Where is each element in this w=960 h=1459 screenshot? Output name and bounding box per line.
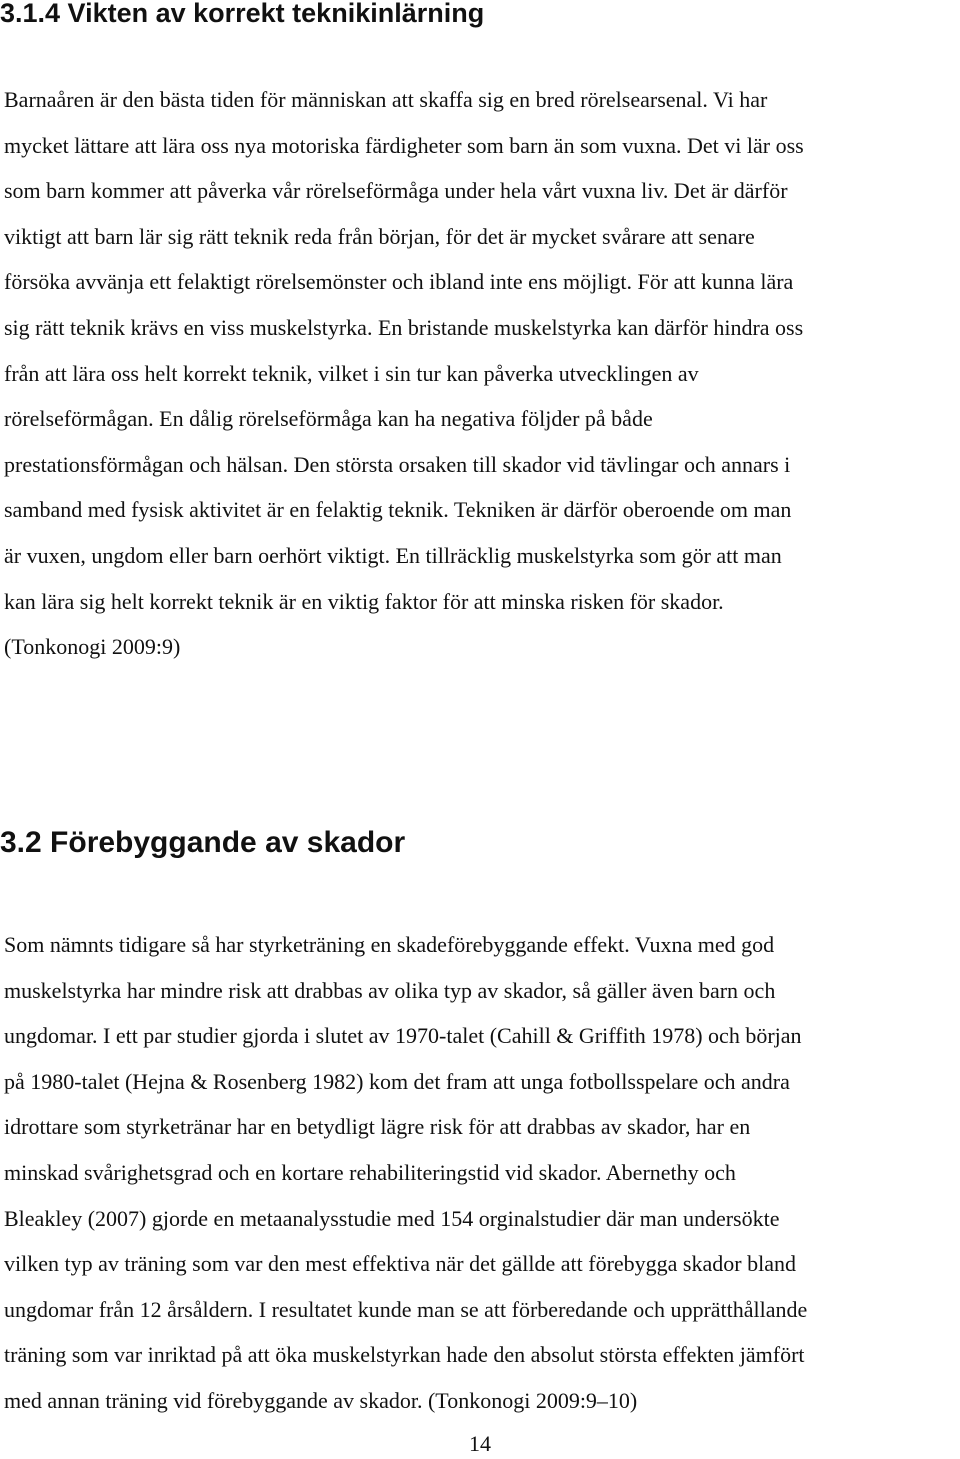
paragraph-line: samband med fysisk aktivitet är en felaktig teknik. Tekniken är därför oberoende om man [4, 497, 792, 523]
citation-line: (Tonkonogi 2009:9) [4, 634, 181, 660]
paragraph-line: minskad svårighetsgrad och en kortare rehabiliteringstid vid skador. Abernethy och [4, 1159, 736, 1185]
paragraph-line: Bleakley (2007) gjorde en metaanalysstudie med 154 orginalstudier där man undersökte [4, 1205, 780, 1231]
paragraph-line: Barnaåren är den bästa tiden för människan att skaffa sig en bred rörelsearsenal. Vi har [4, 87, 768, 112]
paragraph-line: mycket lättare att lära oss nya motoriska färdigheter som barn än som vuxna. Det vi lär oss [4, 132, 804, 158]
paragraph-line: är vuxen, ungdom eller barn oerhört viktigt. En tillräcklig muskelstyrka som gör att man [4, 542, 782, 568]
paragraph-line: Som nämnts tidigare så har styrketräning en skadeförebyggande effekt. Vuxna med god [4, 932, 775, 957]
paragraph-line: muskelstyrka har mindre risk att drabbas av olika typ av skador, så gäller även barn och [4, 977, 776, 1003]
paragraph-line: viktigt att barn lär sig rätt teknik reda från början, för det är mycket svårare att senare [4, 223, 755, 249]
paragraph-line: rörelseförmågan. En dålig rörelseförmåga kan ha negativa följder på både [4, 406, 653, 432]
paragraph-line: ungdomar från 12 årsåldern. I resultatet kunde man se att förberedande och upprätthållande [4, 1296, 808, 1322]
paragraph-line: sig rätt teknik krävs en viss muskelstyrka. En bristande muskelstyrka kan därför hindra oss [4, 314, 804, 340]
section-heading-forebyggande: 3.2 Förebyggande av skador [0, 826, 406, 859]
paragraph-line: prestationsförmågan och hälsan. Den största orsaken till skador vid tävlingar och annars i [4, 451, 791, 477]
paragraph-line: som barn kommer att påverka vår rörelseförmåga under hela vårt vuxna liv. Det är därför [4, 178, 788, 204]
section-heading-teknikinlarning: 3.1.4 Vikten av korrekt teknikinlärning [0, 0, 485, 28]
page-number: 14 [469, 1431, 491, 1456]
paragraph-line: idrottare som styrketränar har en betydligt lägre risk för att drabbas av skador, har en [4, 1114, 751, 1140]
paragraph-line: på 1980-talet (Hejna & Rosenberg 1982) kom det fram att unga fotbollsspelare och andra [4, 1068, 790, 1094]
paragraph-line: från att lära oss helt korrekt teknik, vilket i sin tur kan påverka utvecklingen av [4, 360, 699, 386]
paragraph-line: vilken typ av träning som var den mest effektiva när det gällde att förebygga skador bland [4, 1251, 796, 1277]
paragraph-teknikinlarning [4, 77, 956, 670]
paragraph-line: med annan träning vid förebyggande av skador. (Tonkonogi 2009:9–10) [4, 1387, 638, 1413]
paragraph-line: försöka avvänja ett felaktigt rörelsemönster och ibland inte ens möjligt. För att kunna lära [4, 269, 794, 295]
paragraph-line: ungdomar. I ett par studier gjorda i slutet av 1970-talet (Cahill & Griffith 1978) och början [4, 1023, 802, 1049]
paragraph-forebyggande [4, 922, 956, 1424]
paragraph-line: kan lära sig helt korrekt teknik är en viktig faktor för att minska risken för skador. [4, 588, 724, 614]
paragraph-line: träning som var inriktad på att öka muskelstyrkan hade den absolut största effekten jämfört [4, 1342, 805, 1368]
